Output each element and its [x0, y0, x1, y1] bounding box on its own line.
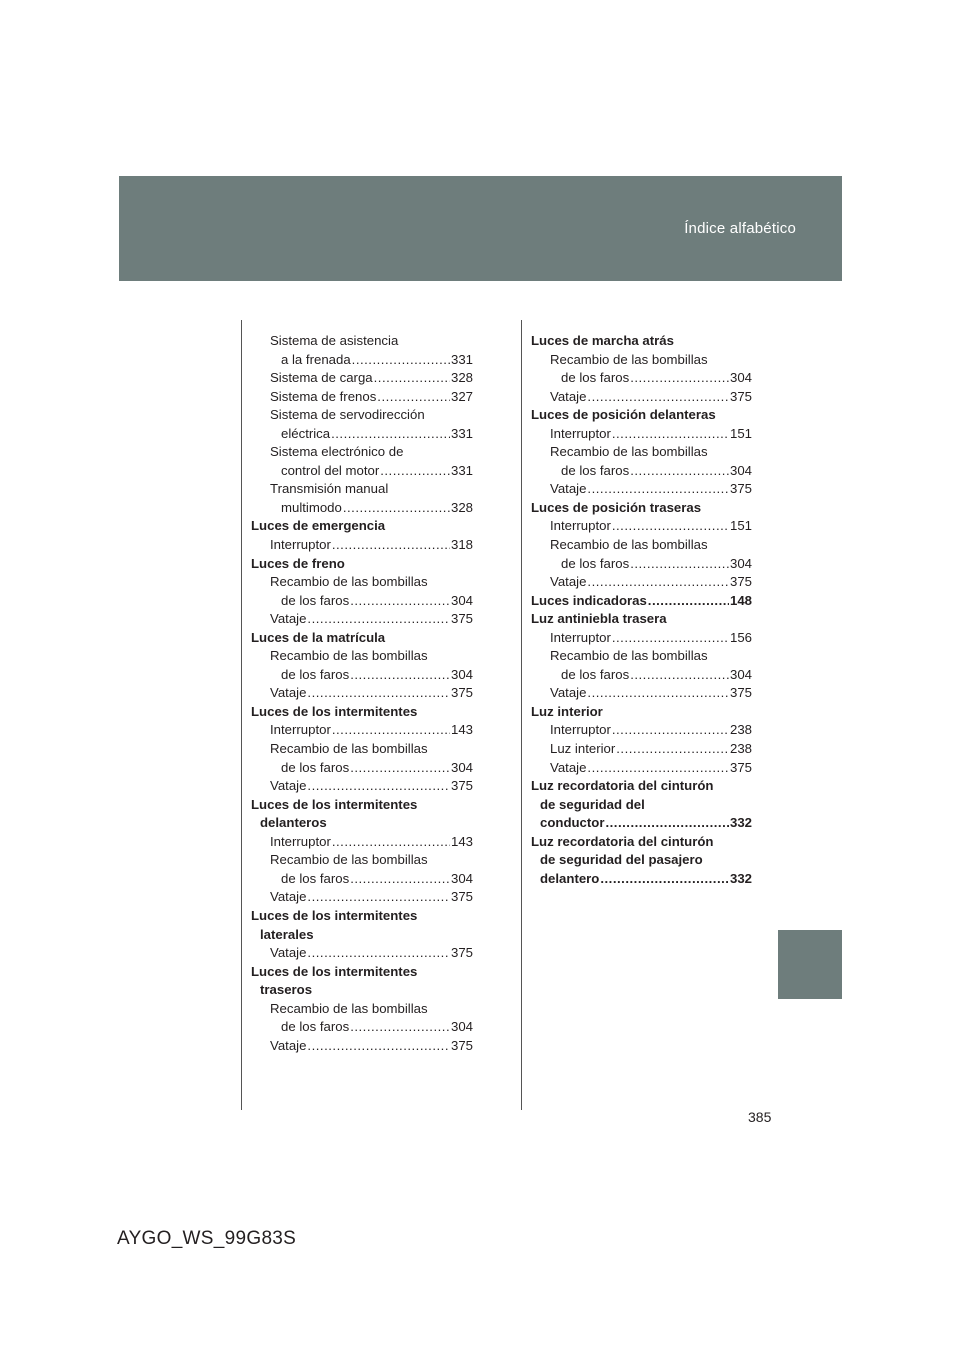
dot-leader	[587, 573, 729, 592]
page-number: 385	[748, 1109, 772, 1125]
index-entry	[251, 684, 473, 703]
index-entry-text: Luz recordatoria del cinturón	[531, 778, 714, 794]
index-entry-text: Luz antiniebla trasera	[531, 611, 667, 627]
index-heading	[531, 851, 752, 870]
index-entry-text: control del motor	[281, 462, 380, 478]
index-entry	[531, 629, 752, 648]
index-entry	[531, 740, 752, 759]
index-column-right	[531, 332, 752, 888]
index-entry-text: conductor	[540, 815, 605, 831]
index-entry-text: Recambio de las bombillas	[550, 648, 708, 664]
index-entry-text: Luces de la matrícula	[251, 629, 386, 645]
index-heading	[251, 406, 473, 425]
index-entry	[531, 666, 752, 685]
index-entry-text: Vataje	[550, 574, 587, 590]
index-entry-text: Interruptor	[270, 833, 331, 849]
index-entry-text: multimodo	[281, 499, 342, 515]
index-entry-text: de los faros	[281, 870, 350, 886]
dot-leader	[307, 684, 450, 703]
index-entry-page: 156	[729, 629, 752, 645]
index-entry-text: Recambio de las bombillas	[550, 444, 708, 460]
index-heading	[531, 777, 752, 796]
index-entry-page: 304	[450, 1019, 473, 1035]
dot-leader	[377, 388, 450, 407]
index-entry-page: 304	[450, 870, 473, 886]
index-entry-text: Interruptor	[550, 722, 611, 738]
index-entry-text: Luces de los intermitentes	[251, 907, 418, 923]
dot-leader	[612, 517, 729, 536]
index-entry-page: 332	[729, 870, 752, 886]
index-heading	[531, 499, 752, 518]
index-entry-page: 375	[729, 481, 752, 497]
dot-leader	[605, 814, 729, 833]
index-entry-text: Vataje	[550, 759, 587, 775]
section-title: Índice alfabético	[684, 220, 796, 237]
dot-leader	[332, 721, 450, 740]
index-entry	[251, 462, 473, 481]
index-entry-text: Recambio de las bombillas	[270, 574, 428, 590]
index-entry-text: de los faros	[281, 592, 350, 608]
dot-leader	[587, 759, 729, 778]
index-entry-text: de los faros	[281, 1019, 350, 1035]
index-entry	[251, 944, 473, 963]
index-heading	[531, 351, 752, 370]
index-entry-text: Vataje	[550, 481, 587, 497]
dot-leader	[380, 462, 450, 481]
index-column-left	[251, 332, 473, 1055]
index-entry-text: Recambio de las bombillas	[270, 852, 428, 868]
index-entry-text: Vataje	[270, 778, 307, 794]
index-heading	[251, 796, 473, 815]
dot-leader	[307, 944, 450, 963]
index-entry-text: Vataje	[270, 611, 307, 627]
index-entry	[251, 870, 473, 889]
dot-leader	[630, 666, 729, 685]
index-heading	[251, 851, 473, 870]
index-entry-page: 151	[729, 518, 752, 534]
index-entry-text: Luz interior	[531, 703, 603, 719]
dot-leader	[616, 740, 729, 759]
index-entry	[531, 517, 752, 536]
index-entry-page: 331	[450, 425, 473, 441]
index-entry-text: Recambio de las bombillas	[270, 1000, 428, 1016]
index-entry-text: Sistema electrónico de	[270, 444, 404, 460]
dot-leader	[630, 555, 729, 574]
index-heading	[531, 796, 752, 815]
index-entry-text: delantero	[540, 870, 600, 886]
index-entry-text: Sistema de asistencia	[270, 333, 399, 348]
dot-leader	[648, 592, 729, 611]
index-heading	[251, 555, 473, 574]
index-heading	[531, 833, 752, 852]
index-entry	[251, 369, 473, 388]
index-entry	[251, 610, 473, 629]
index-heading	[251, 480, 473, 499]
dot-leader	[612, 425, 729, 444]
index-entry	[251, 666, 473, 685]
index-entry-text: Luces de posición traseras	[531, 499, 702, 515]
index-entry-text: Luces de marcha atrás	[531, 333, 674, 348]
index-heading	[251, 963, 473, 982]
dot-leader	[343, 499, 450, 518]
index-entry	[531, 425, 752, 444]
index-heading	[251, 981, 473, 1000]
index-entry-page: 375	[450, 611, 473, 627]
index-heading	[531, 703, 752, 722]
dot-leader	[350, 1018, 450, 1037]
index-entry	[531, 870, 752, 889]
index-entry	[251, 759, 473, 778]
index-entry-text: Interruptor	[550, 518, 611, 534]
index-heading	[251, 926, 473, 945]
dot-leader	[612, 721, 729, 740]
index-entry	[251, 592, 473, 611]
index-entry-page: 304	[450, 666, 473, 682]
index-entry-page: 331	[450, 462, 473, 478]
index-heading	[531, 332, 752, 351]
index-entry-page: 375	[729, 388, 752, 404]
index-entry-page: 318	[450, 537, 473, 553]
dot-leader	[600, 870, 729, 889]
index-entry	[251, 888, 473, 907]
dot-leader	[307, 1037, 450, 1056]
dot-leader	[350, 592, 450, 611]
thumb-index-tab	[778, 930, 842, 999]
index-entry-page: 143	[450, 833, 473, 849]
index-heading	[531, 647, 752, 666]
index-entry-text: delanteros	[260, 815, 327, 831]
index-entry	[251, 1037, 473, 1056]
index-entry	[251, 777, 473, 796]
index-entry	[251, 425, 473, 444]
header-band	[119, 176, 842, 281]
index-entry-text: Vataje	[270, 889, 307, 905]
index-entry	[531, 388, 752, 407]
index-heading	[251, 647, 473, 666]
index-entry-text: de los faros	[561, 666, 630, 682]
index-entry	[531, 462, 752, 481]
index-entry-text: Luces de emergencia	[251, 518, 386, 534]
index-entry-page: 304	[729, 666, 752, 682]
index-entry-text: Recambio de las bombillas	[270, 741, 428, 757]
index-entry	[531, 573, 752, 592]
index-entry-page: 238	[729, 741, 752, 757]
index-entry-page: 375	[729, 759, 752, 775]
index-entry-page: 148	[729, 592, 752, 608]
dot-leader	[350, 870, 450, 889]
index-entry-page: 328	[450, 370, 473, 386]
index-entry-page: 238	[729, 722, 752, 738]
index-entry-text: de los faros	[561, 555, 630, 571]
index-entry	[531, 555, 752, 574]
index-heading	[531, 610, 752, 629]
dot-leader	[352, 351, 450, 370]
index-entry-page: 151	[729, 425, 752, 441]
index-entry-text: Vataje	[270, 945, 307, 961]
dot-leader	[630, 369, 729, 388]
index-entry-page: 304	[450, 592, 473, 608]
index-entry-page: 375	[450, 1037, 473, 1053]
index-entry-text: Interruptor	[550, 629, 611, 645]
column-rule-middle	[521, 320, 522, 1110]
index-entry-text: Interruptor	[270, 537, 331, 553]
index-entry	[251, 499, 473, 518]
index-entry-text: de los faros	[281, 759, 350, 775]
index-entry	[531, 814, 752, 833]
index-entry-text: de los faros	[561, 370, 630, 386]
index-heading	[531, 443, 752, 462]
index-entry	[531, 369, 752, 388]
index-heading	[251, 1000, 473, 1019]
index-entry	[251, 388, 473, 407]
dot-leader	[307, 888, 450, 907]
dot-leader	[332, 833, 450, 852]
index-entry	[251, 351, 473, 370]
index-entry-page: 143	[450, 722, 473, 738]
index-entry-text: laterales	[260, 926, 314, 942]
dot-leader	[307, 777, 450, 796]
index-entry-text: Luces indicadoras	[531, 592, 647, 608]
index-heading	[251, 703, 473, 722]
index-entry-text: de seguridad del pasajero	[540, 852, 703, 868]
dot-leader	[350, 666, 450, 685]
index-entry-page: 304	[729, 370, 752, 386]
index-entry-text: Sistema de carga	[270, 370, 373, 386]
index-entry-page: 328	[450, 499, 473, 515]
dot-leader	[630, 462, 729, 481]
index-entry	[531, 684, 752, 703]
index-heading	[251, 443, 473, 462]
index-entry-page: 375	[450, 945, 473, 961]
index-heading	[251, 517, 473, 536]
dot-leader	[307, 610, 450, 629]
column-rule-left	[241, 320, 242, 1110]
index-entry-text: Sistema de frenos	[270, 388, 377, 404]
index-entry-text: Recambio de las bombillas	[270, 648, 428, 664]
index-entry-text: a la frenada	[281, 351, 351, 367]
index-entry	[251, 536, 473, 555]
index-entry-text: de los faros	[281, 666, 350, 682]
index-entry	[251, 721, 473, 740]
index-entry-page: 304	[729, 462, 752, 478]
index-entry	[251, 1018, 473, 1037]
index-entry-page: 327	[450, 388, 473, 404]
dot-leader	[587, 480, 729, 499]
index-entry	[531, 759, 752, 778]
dot-leader	[587, 684, 729, 703]
index-entry-text: Vataje	[550, 388, 587, 404]
index-entry-text: de los faros	[561, 462, 630, 478]
index-entry-text: Luces de posición delanteras	[531, 407, 716, 423]
index-heading	[251, 814, 473, 833]
index-heading	[251, 629, 473, 648]
dot-leader	[587, 388, 729, 407]
index-heading	[251, 573, 473, 592]
dot-leader	[374, 369, 450, 388]
index-heading	[251, 907, 473, 926]
index-entry	[531, 480, 752, 499]
index-entry-text: Vataje	[270, 1037, 307, 1053]
index-heading	[531, 406, 752, 425]
index-entry-page: 375	[450, 889, 473, 905]
index-entry-page: 332	[729, 815, 752, 831]
index-entry-page: 375	[729, 685, 752, 701]
index-entry-text: de seguridad del	[540, 796, 645, 812]
document-code: AYGO_WS_99G83S	[117, 1228, 297, 1249]
index-entry-text: Vataje	[550, 685, 587, 701]
index-entry-page: 331	[450, 351, 473, 367]
index-entry	[251, 833, 473, 852]
index-entry-text: Luz interior	[550, 741, 616, 757]
dot-leader	[612, 629, 729, 648]
index-entry-text: Luces de los intermitentes	[251, 796, 418, 812]
index-entry-text: Luz recordatoria del cinturón	[531, 833, 714, 849]
index-entry-page: 375	[729, 574, 752, 590]
index-entry-text: eléctrica	[281, 425, 331, 441]
index-entry-text: Transmisión manual	[270, 481, 389, 497]
index-heading	[251, 332, 473, 351]
index-entry-text: Sistema de servodirección	[270, 407, 425, 423]
dot-leader	[350, 759, 450, 778]
index-entry-page: 375	[450, 685, 473, 701]
index-entry-page: 375	[450, 778, 473, 794]
index-heading	[251, 740, 473, 759]
index-heading	[531, 536, 752, 555]
index-entry-text: Recambio de las bombillas	[550, 351, 708, 367]
index-entry	[531, 721, 752, 740]
index-entry-text: Luces de los intermitentes	[251, 703, 418, 719]
index-entry-text: Luces de los intermitentes	[251, 963, 418, 979]
index-entry-text: Vataje	[270, 685, 307, 701]
index-entry-page: 304	[450, 759, 473, 775]
index-entry	[531, 592, 752, 611]
index-entry-text: Recambio de las bombillas	[550, 537, 708, 553]
index-entry-text: traseros	[260, 982, 313, 998]
dot-leader	[332, 536, 450, 555]
index-entry-page: 304	[729, 555, 752, 571]
index-entry-text: Interruptor	[270, 722, 331, 738]
index-entry-text: Luces de freno	[251, 555, 345, 571]
index-entry-text: Interruptor	[550, 425, 611, 441]
dot-leader	[331, 425, 450, 444]
